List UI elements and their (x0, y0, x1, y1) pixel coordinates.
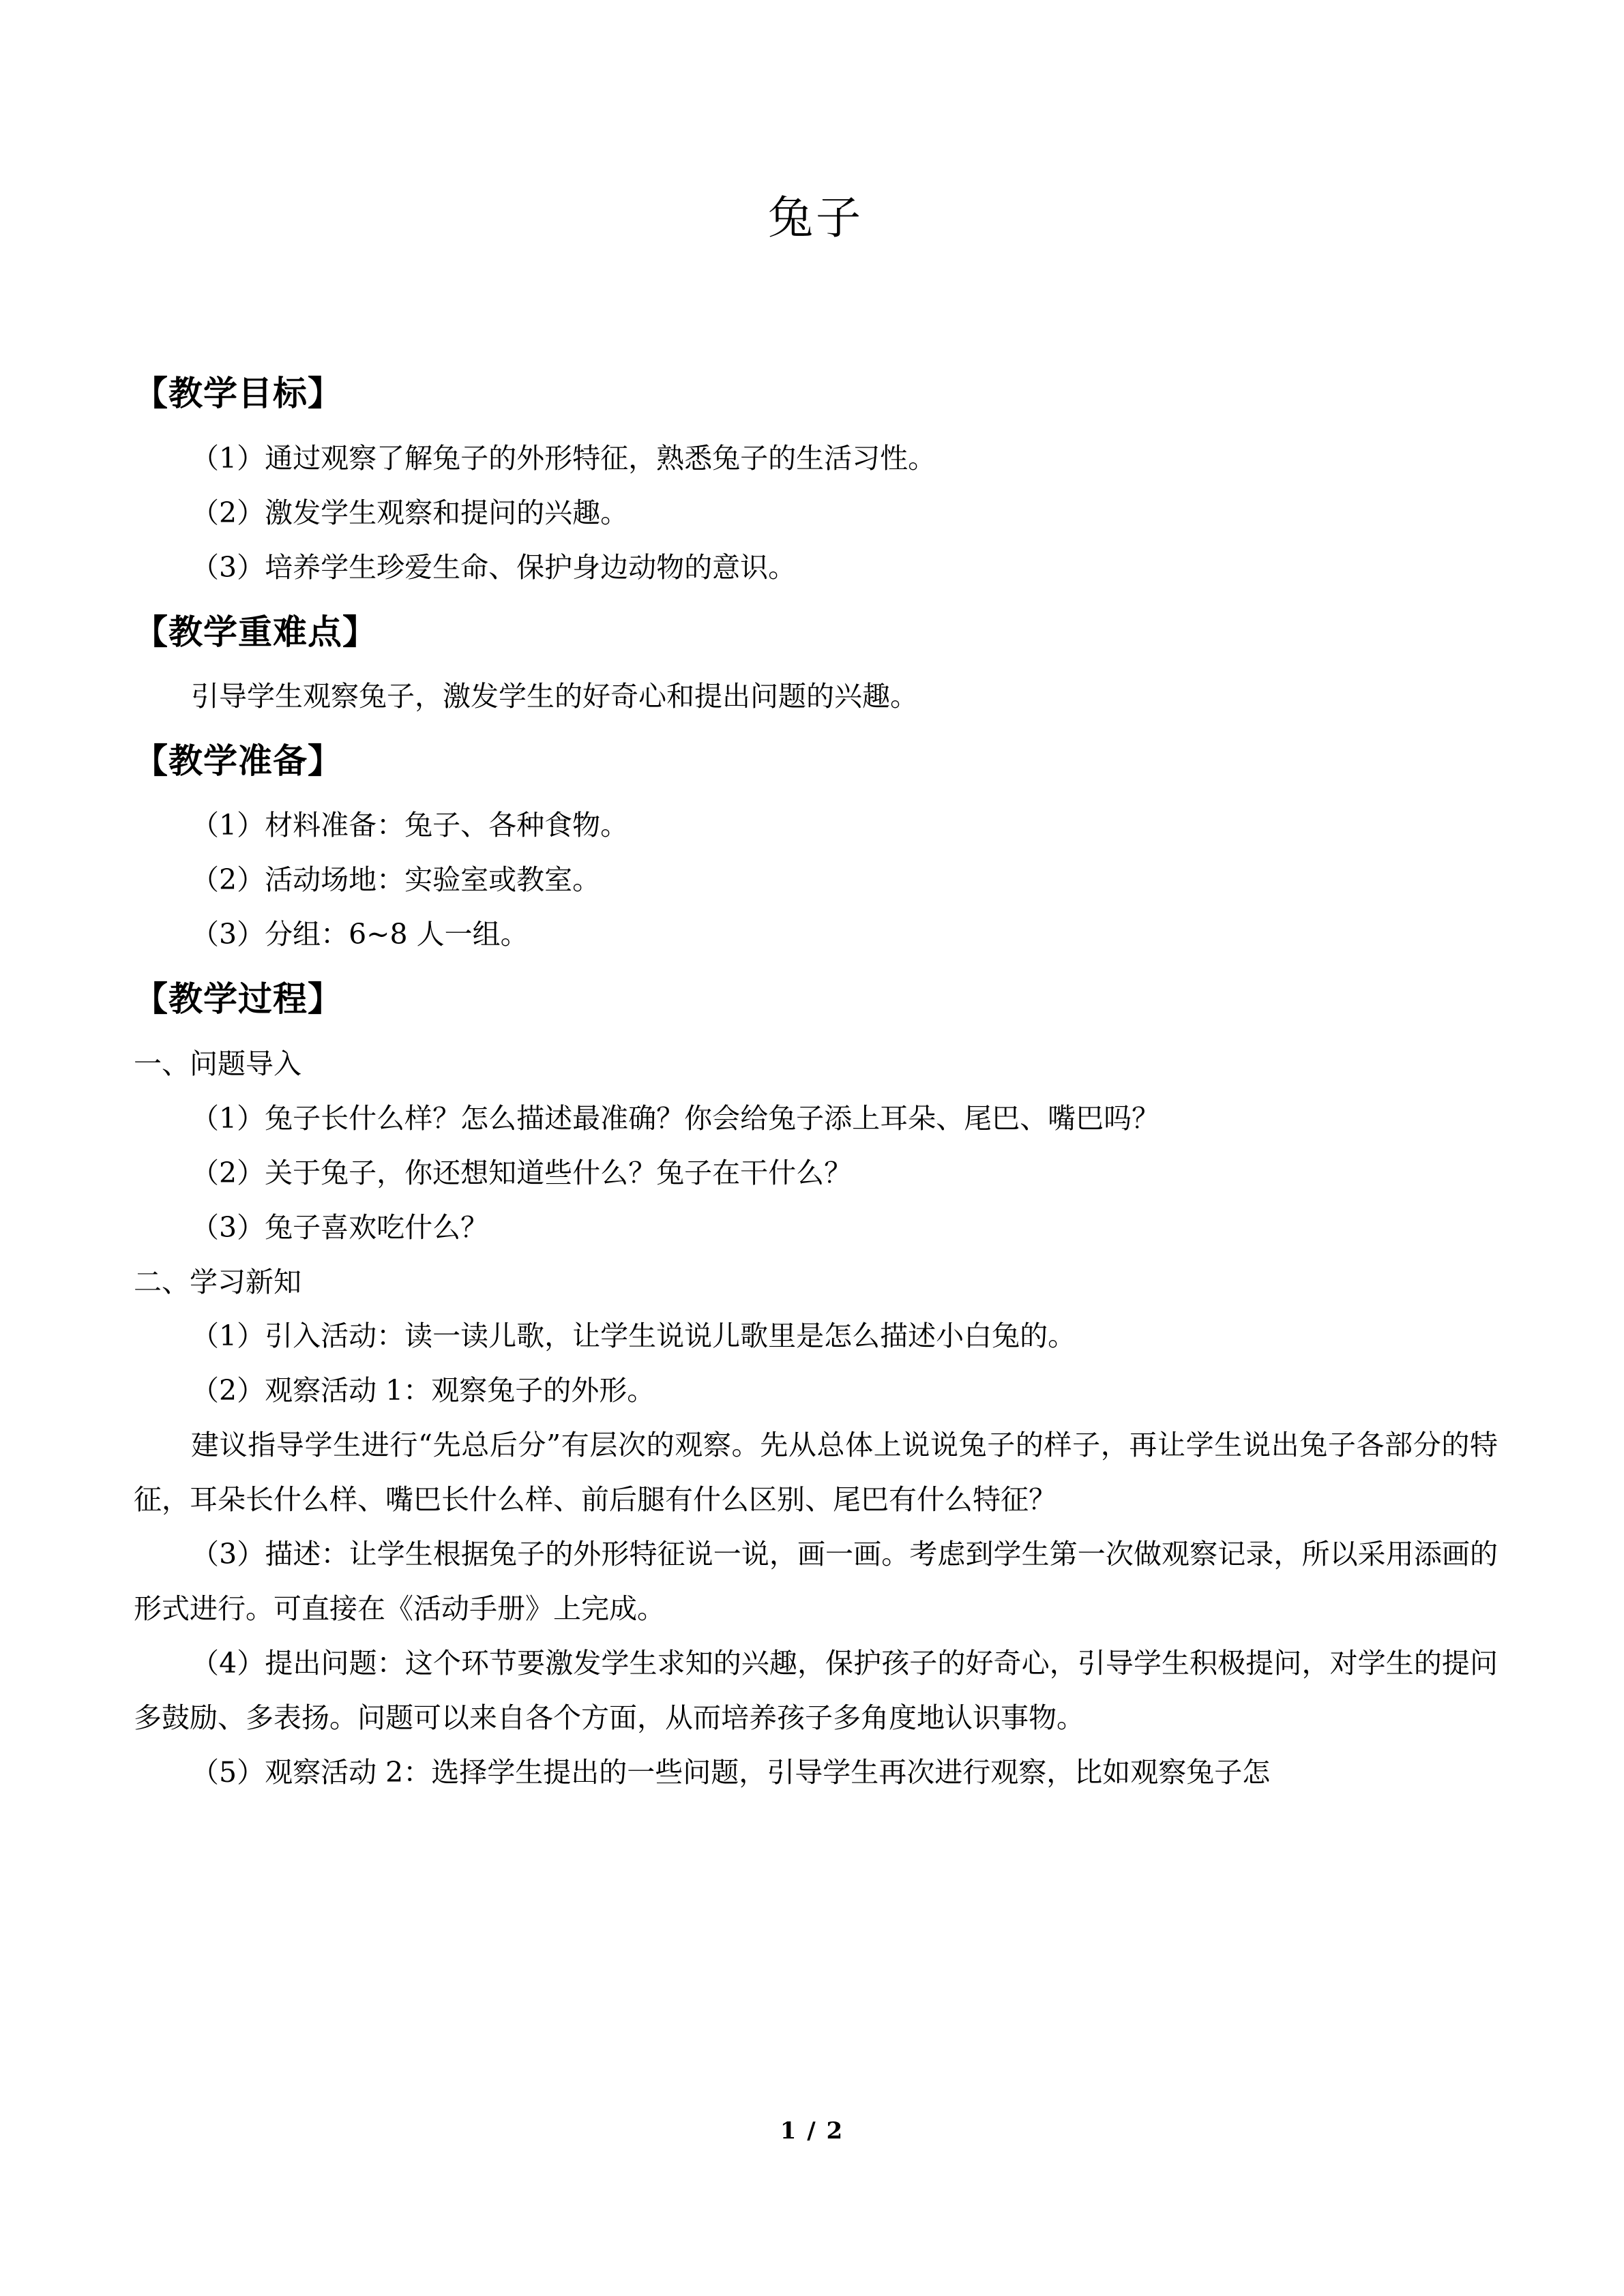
spacer (134, 788, 1498, 799)
new-learning-item-2: （2）观察活动 1：观察兔子的外形。 (191, 1374, 655, 1407)
spacer (134, 659, 1498, 670)
new-learning-item-5: （5）观察活动 2：选择学生提出的一些问题，引导学生再次进行观察，比如观察兔子怎 (191, 1755, 1271, 1789)
title-spacer (134, 245, 1498, 368)
page-title: 兔子 (768, 192, 863, 244)
spacer (134, 421, 1498, 432)
spacer (134, 595, 1498, 606)
section-heading-process: 【教学过程】 (134, 979, 342, 1019)
section-heading-key-points: 【教学重难点】 (134, 612, 377, 652)
section-heading-preparation: 【教学准备】 (134, 741, 342, 781)
subsection-label-new-learning: 二、学习新知 (134, 1265, 301, 1298)
objective-item-2: （2）激发学生观察和提问的兴趣。 (191, 496, 629, 529)
key-points-text: 引导学生观察兔子，激发学生的好奇心和提出问题的兴趣。 (191, 680, 918, 713)
spacer (134, 1026, 1498, 1037)
page-footer: 1 / 2 (780, 2117, 844, 2145)
objective-item-1: （1）通过观察了解兔子的外形特征，熟悉兔子的生活习性。 (191, 441, 936, 475)
objective-item-3: （3）培养学生珍爱生命、保护身边动物的意识。 (191, 550, 797, 584)
question-intro-item-1: （1）兔子长什么样？怎么描述最准确？你会给兔子添上耳朵、尾巴、嘴巴吗？ (191, 1101, 1160, 1135)
new-learning-item-4: （4）提出问题：这个环节要激发学生求知的兴趣，保护孩子的好奇心，引导学生积极提问，对学生的提问多鼓励、多表扬。问题可以来自各个方面，从而培养孩子多角度地认识事物。 (134, 1647, 1498, 1734)
preparation-item-2: （2）活动场地：实验室或教室。 (191, 863, 601, 897)
question-intro-item-3: （3）兔子喜欢吃什么？ (191, 1210, 489, 1244)
question-intro-item-2: （2）关于兔子，你还想知道些什么？兔子在干什么？ (191, 1156, 853, 1189)
new-learning-item-1: （1）引入活动：读一读儿歌，让学生说说儿歌里是怎么描述小白兔的。 (191, 1320, 1076, 1353)
preparation-item-1: （1）材料准备：兔子、各种食物。 (191, 809, 629, 842)
spacer (134, 962, 1498, 973)
new-learning-item-3: （3）描述：让学生根据兔子的外形特征说一说，画一画。考虑到学生第一次做观察记录，所以采用添画的形式进行。可直接在《活动手册》上完成。 (134, 1538, 1498, 1626)
spacer (134, 724, 1498, 735)
subsection-label-question-intro: 一、问题导入 (134, 1047, 301, 1080)
section-heading-objectives: 【教学目标】 (134, 374, 342, 414)
preparation-item-3: （3）分组：6~8 人一组。 (191, 918, 529, 951)
new-learning-paragraph-observation: 建议指导学生进行“先总后分”有层次的观察。先从总体上说说兔子的样子，再让学生说出兔子各部分的特征，耳朵长什么样、嘴巴长什么样、前后腿有什么区别、尾巴有什么特征？ (134, 1429, 1498, 1517)
document-content (134, 0, 1498, 1800)
